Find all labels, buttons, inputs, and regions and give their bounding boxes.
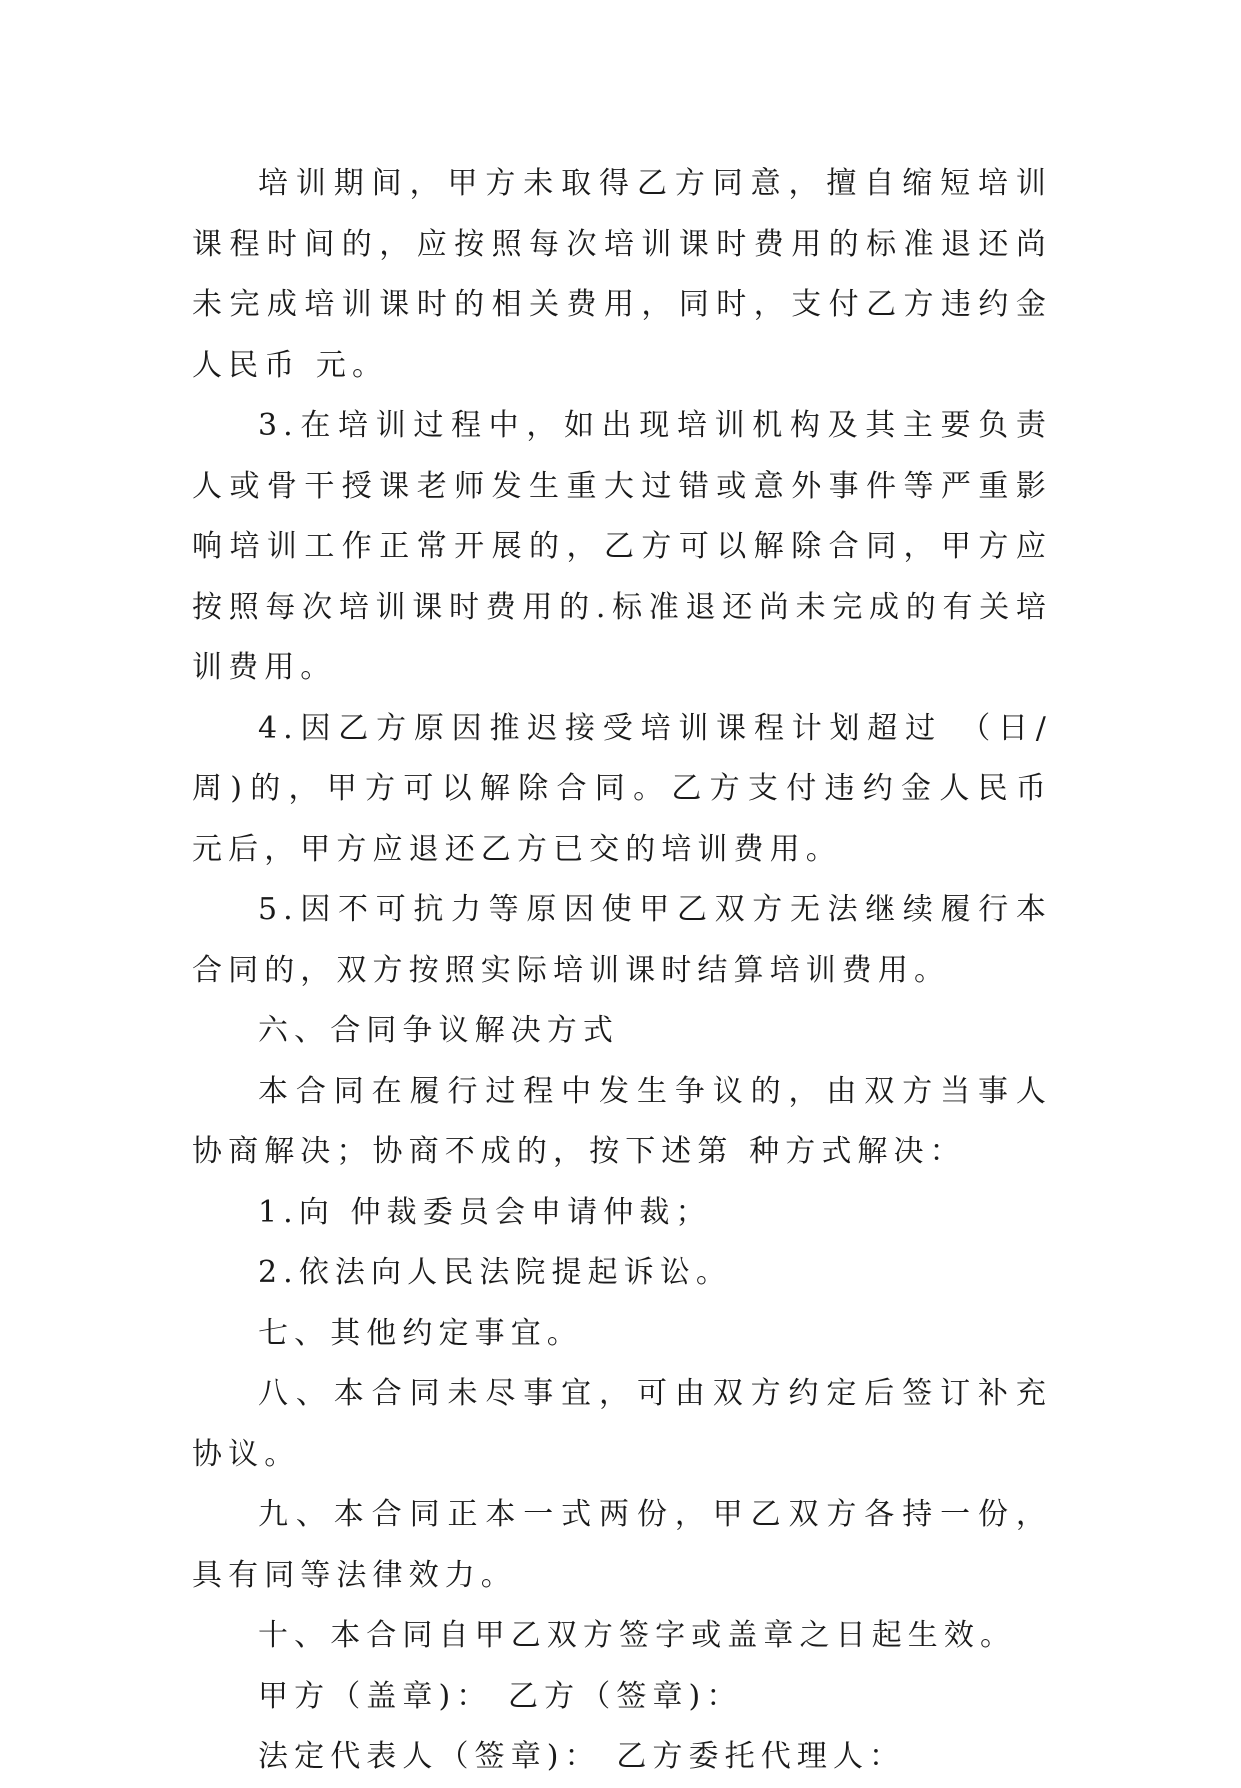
paragraph-clause-5: 5.因不可抗力等原因使甲乙双方无法继续履行本合同的，双方按照实际培训课时结算培训费用。 — [192, 892, 1052, 988]
section-copies: 九、本合同正本一式两份，甲乙双方各持一份，具有同等法律效力。 — [192, 1497, 1052, 1593]
paragraph-litigation: 2.依法向人民法院提起诉讼。 — [258, 1255, 733, 1290]
paragraph-arbitration: 1.向 仲裁委员会申请仲裁； — [258, 1194, 712, 1230]
section-heading-other-matters: 七、其他约定事宜。 — [258, 1315, 583, 1351]
paragraph-training-shortening: 培训期间，甲方未取得乙方同意，擅自缩短培训课程时间的，应按照每次培训课时费用的标准退还尚未完成培训课时的相关费用，同时，支付乙方违约金人民币 元。 — [192, 166, 1052, 383]
section-effective-date: 十、本合同自甲乙双方签字或盖章之日起生效。 — [258, 1618, 1017, 1653]
paragraph-dispute-resolution: 本合同在履行过程中发生争议的，由双方当事人协商解决；协商不成的，按下述第 种方式解决： — [192, 1073, 1052, 1169]
paragraph-clause-3: 3.在培训过程中，如出现培训机构及其主要负责人或骨干授课老师发生重大过错或意外事件等严重影响培训工作正常开展的，乙方可以解除合同，甲方应按照每次培训课时费用的.标准退还尚未完成的有关培训费用。 — [192, 408, 1052, 685]
document-body — [192, 154, 1052, 1788]
paragraph-clause-4: 4.因乙方原因推迟接受培训课程计划超过 （日/周)的，甲方可以解除合同。乙方支付违约金人民币 元后，甲方应退还乙方已交的培训费用。 — [192, 710, 1052, 867]
section-heading-dispute: 六、合同争议解决方式 — [258, 1013, 619, 1048]
signature-line-representatives: 法定代表人（签章)： 乙方委托代理人： — [258, 1739, 906, 1774]
section-supplementary-agreement: 八、本合同未尽事宜，可由双方约定后签订补充协议。 — [192, 1376, 1052, 1472]
signature-line-parties: 甲方（盖章)： 乙方（签章)： — [258, 1678, 743, 1714]
